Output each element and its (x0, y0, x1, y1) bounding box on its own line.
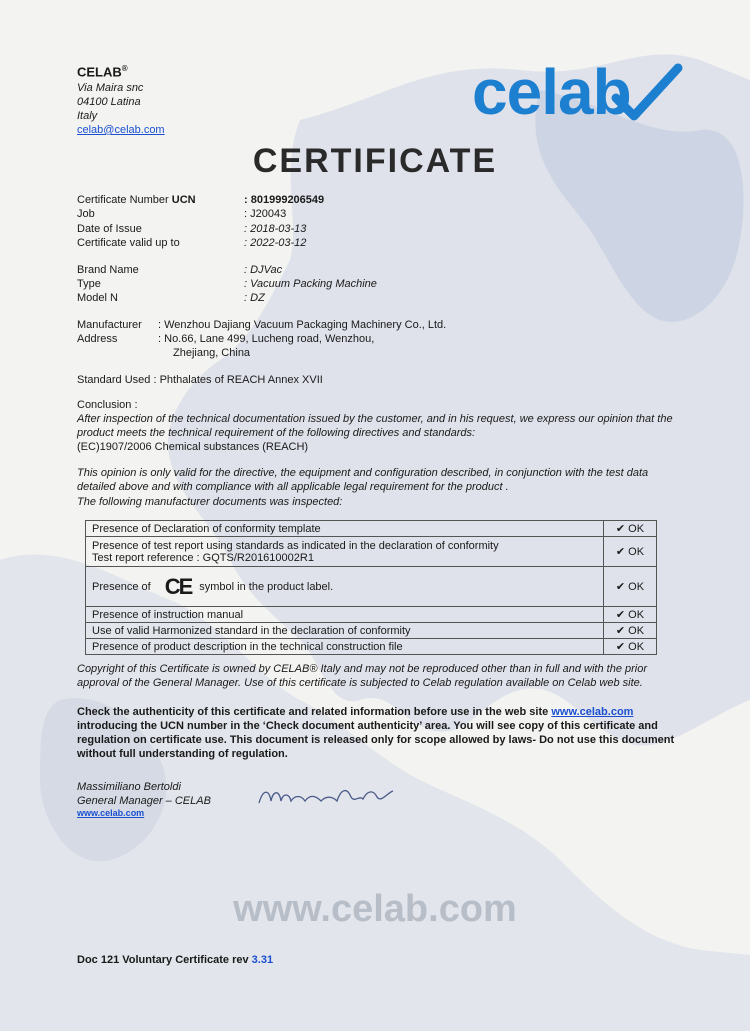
signatory-role: General Manager – CELAB (77, 795, 211, 807)
table-row (86, 567, 657, 607)
detail-value-valid-until: : 2022-03-12 (244, 237, 307, 249)
ok-status: ✔ OK (604, 639, 657, 655)
table-row (86, 639, 657, 655)
address-line-2: Zhejiang, China (173, 347, 251, 359)
issuer-name: CELAB® (77, 64, 128, 80)
conclusion-label: Conclusion : (77, 399, 138, 411)
detail-value-job: : J20043 (244, 208, 287, 220)
address-line-1: : No.66, Lane 499, Lucheng road, Wenzhou, (158, 333, 375, 345)
ok-status: ✔ OK (604, 623, 657, 639)
detail-label-brand: Brand Name (77, 264, 139, 276)
conclusion-directive: (EC)1907/2006 Chemical substances (REACH) (77, 441, 309, 453)
ce-mark-icon: CE (164, 573, 192, 599)
issuer-street: Via Maira snc (77, 82, 144, 94)
detail-label-model: Model N (77, 292, 118, 304)
detail-value-issue-date: : 2018-03-13 (244, 223, 307, 235)
detail-value-type: : Vacuum Packing Machine (244, 278, 377, 290)
manufacturer-label: Manufacturer (77, 319, 142, 331)
document-footer: Doc 121 Voluntary Certificate rev 3.31 (77, 954, 274, 966)
ok-status: ✔ OK (604, 567, 657, 607)
check-item-ce-symbol: Presence of CE symbol in the product label. (86, 567, 604, 607)
table-row (86, 623, 657, 639)
ok-status: ✔ OK (604, 537, 657, 567)
copyright-notice: Copyright of this Certificate is owned by CELAB® Italy and may not be reproduced other than in full and with the prior approval of the General Manager. Use of this certificate is subjected to Celab regulation available on Celab web site. (77, 663, 648, 689)
detail-value-brand: : DJVac (244, 264, 283, 276)
detail-value-model: : DZ (244, 292, 265, 304)
detail-value-ucn: : 801999206549 (244, 194, 325, 206)
table-row (86, 607, 657, 623)
address-label: Address (77, 333, 118, 345)
celab-logo: celab (472, 56, 631, 128)
certificate-title: CERTIFICATE (252, 142, 498, 180)
ok-status: ✔ OK (604, 521, 657, 537)
check-item-manual: Presence of instruction manual (86, 607, 604, 623)
table-row (86, 521, 657, 537)
manufacturer-value: : Wenzhou Dajiang Vacuum Packaging Machinery Co., Ltd. (158, 319, 447, 331)
authenticity-notice: Check the authenticity of this certificate and related information before use in the web site www.celab.com introducing the UCN number in the ‘Check document authenticity’ area. You will see copy of this certificate and regulation on certificate use. This document is released only for scope allowed by laws- Do not use this document without full understanding of regulation. (77, 706, 675, 760)
issuer-email-link[interactable]: celab@celab.com (77, 124, 165, 136)
signature-scribble (255, 783, 405, 813)
signatory-name: Massimiliano Bertoldi (77, 781, 181, 793)
celab-website-link[interactable]: www.celab.com (551, 706, 634, 718)
issuer-country: Italy (77, 110, 98, 122)
signatory-website-link[interactable]: www.celab.com (77, 808, 145, 818)
detail-label-valid-until: Certificate valid up to (77, 237, 180, 249)
conclusion-text: After inspection of the technical documentation issued by the customer, and in his request, we express our opinion that the product meets the technical requirement of the following directives and standards: (77, 413, 673, 439)
check-item-harmonized: Use of valid Harmonized standard in the declaration of conformity (86, 623, 604, 639)
check-item-test-report: Presence of test report using standards as indicated in the declaration of conformity Test report reference : GQTS/R201610002R1 (86, 537, 604, 567)
detail-label-issue-date: Date of Issue (77, 223, 142, 235)
website-watermark: www.celab.com (233, 888, 517, 930)
issuer-city: 04100 Latina (77, 96, 141, 108)
ok-status: ✔ OK (604, 607, 657, 623)
inspected-intro: The following manufacturer documents was inspected: (77, 496, 343, 508)
check-item-description: Presence of product description in the technical construction file (86, 639, 604, 655)
detail-label-type: Type (77, 278, 101, 290)
detail-label-job: Job (77, 208, 95, 220)
inspection-checklist (85, 520, 657, 655)
detail-label-ucn: Certificate Number UCN (77, 194, 196, 206)
standard-used: Standard Used : Phthalates of REACH Annex XVII (77, 374, 323, 386)
checkmark-logo-icon (606, 62, 686, 122)
check-item-declaration: Presence of Declaration of conformity template (86, 521, 604, 537)
opinion-text: This opinion is only valid for the directive, the equipment and configuration described, in conjunction with the test data detailed above and with compliance with all applicable legal requirement for the product . (77, 467, 649, 493)
table-row (86, 537, 657, 567)
